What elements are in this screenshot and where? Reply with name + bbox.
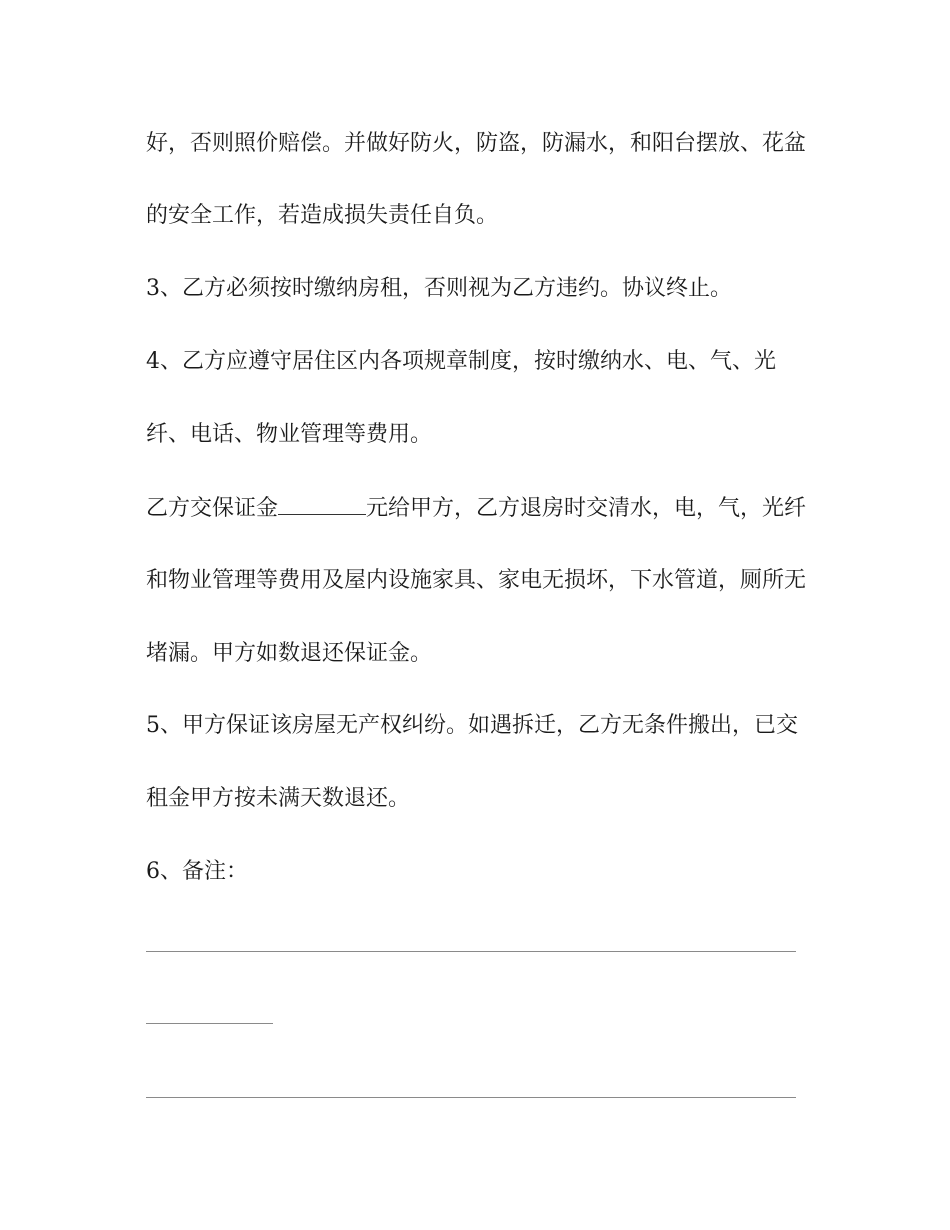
clause-6-remarks-label: 6、备注：: [146, 859, 248, 884]
remarks-blank-line-1: [146, 951, 796, 952]
paragraph-line: 和物业管理等费用及屋内设施家具、家电无损坏，下水管道，厕所无: [146, 568, 807, 593]
paragraph-line: 好，否则照价赔偿。并做好防火，防盗，防漏水，和阳台摆放、花盆: [146, 131, 807, 156]
paragraph-line: 的安全工作，若造成损失责任自负。: [146, 203, 499, 228]
paragraph-line: 租金甲方按未满天数退还。: [146, 786, 411, 811]
paragraph-line: 纤、电话、物业管理等费用。: [146, 422, 433, 447]
deposit-prefix: 乙方交保证金: [146, 496, 279, 521]
clause-4-line: 4、乙方应遵守居住区内各项规章制度，按时缴纳水、电、气、光: [146, 349, 776, 374]
deposit-line: [146, 494, 806, 523]
clause-5-line: 5、甲方保证该房屋无产权纠纷。如遇拆迁，乙方无条件搬出，已交: [146, 713, 798, 738]
remarks-blank-line-3: [146, 1097, 796, 1098]
deposit-suffix: 元给甲方，乙方退房时交清水，电，气，光纤: [366, 496, 807, 521]
deposit-amount-blank: [278, 494, 366, 515]
paragraph-line: 堵漏。甲方如数退还保证金。: [146, 641, 433, 666]
remarks-blank-line-2: [146, 1023, 273, 1024]
clause-3-line: 3、乙方必须按时缴纳房租，否则视为乙方违约。协议终止。: [146, 276, 732, 301]
